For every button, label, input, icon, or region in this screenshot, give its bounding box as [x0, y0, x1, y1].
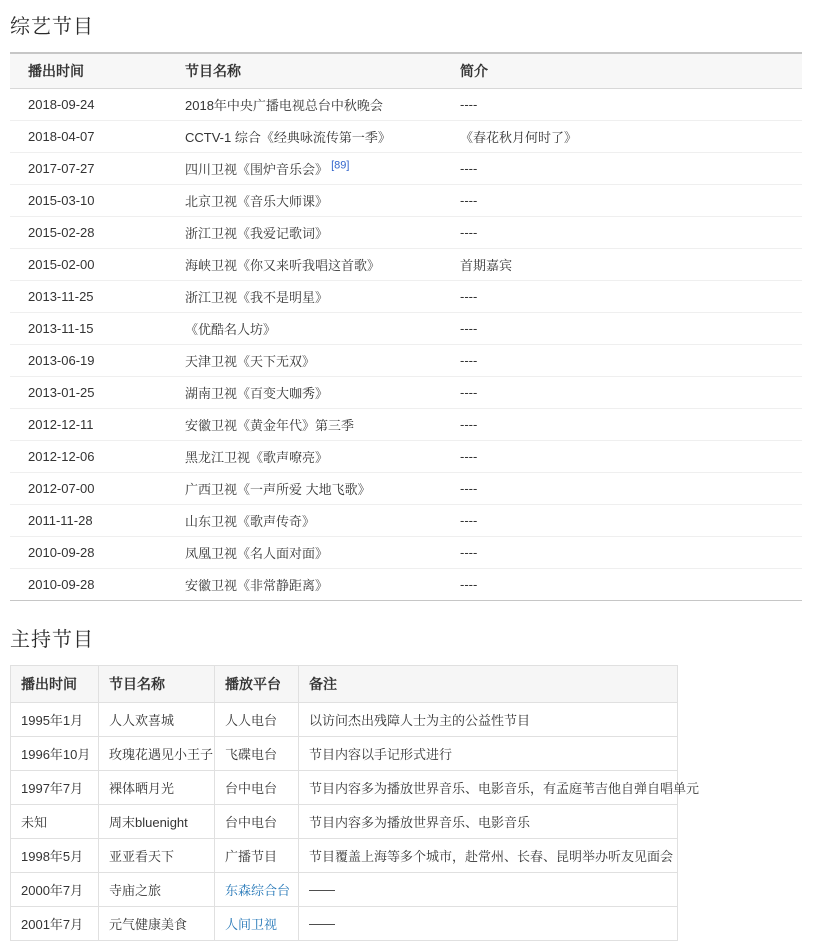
- table-row: [11, 907, 678, 941]
- reference-link[interactable]: [89]: [328, 159, 350, 172]
- broadcast-date-cell: 2013-01-25: [10, 377, 167, 409]
- note-cell: 节目内容多为播放世界音乐、电影音乐，有孟庭苇吉他自弹自唱单元: [299, 771, 678, 805]
- table-row: [10, 185, 802, 217]
- program-name-cell: 玫瑰花遇见小王子: [99, 737, 215, 771]
- program-name-cell: 元气健康美食: [99, 907, 215, 941]
- platform-link[interactable]: 人间卫视: [225, 917, 278, 932]
- table-row: [10, 281, 802, 313]
- intro-cell: ----: [442, 345, 802, 377]
- platform-link[interactable]: 东森综合台: [225, 883, 291, 898]
- intro-cell: 《春花秋月何时了》: [442, 121, 802, 153]
- intro-cell: ----: [442, 185, 802, 217]
- program-name-cell: 凤凰卫视《名人面对面》: [167, 537, 442, 569]
- broadcast-date-cell: 2012-12-06: [10, 441, 167, 473]
- intro-cell: ----: [442, 409, 802, 441]
- broadcast-date-cell: 1996年10月: [11, 737, 99, 771]
- broadcast-date-cell: 2010-09-28: [10, 537, 167, 569]
- broadcast-date-cell: 2015-02-00: [10, 249, 167, 281]
- table-row: [11, 771, 678, 805]
- table-row: [11, 703, 678, 737]
- note-cell: 节目覆盖上海等多个城市，赴常州、长春、昆明举办听友见面会: [299, 839, 678, 873]
- intro-cell: ----: [442, 153, 802, 185]
- program-name-cell: 《优酷名人坊》: [167, 313, 442, 345]
- broadcast-date-cell: 2015-03-10: [10, 185, 167, 217]
- column-header-platform: 播放平台: [215, 666, 299, 703]
- intro-cell: ----: [442, 217, 802, 249]
- intro-cell: ----: [442, 441, 802, 473]
- platform-cell: [215, 873, 299, 907]
- variety-section: [10, 10, 803, 601]
- table-row: [10, 153, 802, 185]
- column-header-broadcast-time: 播出时间: [10, 53, 167, 89]
- intro-cell: ----: [442, 313, 802, 345]
- intro-cell: ----: [460, 577, 478, 592]
- platform-cell: 台中电台: [215, 805, 299, 839]
- hosted-table: [10, 665, 700, 941]
- broadcast-date-cell: 2000年7月: [11, 873, 99, 907]
- column-header-program-name: 节目名称: [99, 666, 215, 703]
- table-row: [10, 569, 802, 601]
- table-row: [11, 873, 678, 907]
- program-name-cell: 天津卫视《天下无双》: [167, 345, 442, 377]
- program-name-cell: 浙江卫视《我不是明星》: [167, 281, 442, 313]
- table-row: [11, 737, 678, 771]
- broadcast-date-cell: 1997年7月: [11, 771, 99, 805]
- program-name-cell: 人人欢喜城: [99, 703, 215, 737]
- table-row: [11, 839, 678, 873]
- broadcast-date-cell: 2013-06-19: [10, 345, 167, 377]
- broadcast-date-cell: 2010-09-28: [28, 577, 95, 592]
- broadcast-date-cell: 1995年1月: [11, 703, 99, 737]
- note-cell: 以访问杰出残障人士为主的公益性节目: [299, 703, 678, 737]
- broadcast-date-cell: 2018-04-07: [10, 121, 167, 153]
- broadcast-date-cell: 1998年5月: [11, 839, 99, 873]
- platform-cell: [215, 907, 299, 941]
- platform-cell: 人人电台: [215, 703, 299, 737]
- program-name-cell: 周末bluenight: [99, 805, 215, 839]
- broadcast-date-cell: 2011-11-28: [10, 505, 167, 537]
- table-row: [10, 121, 802, 153]
- intro-cell: ----: [442, 377, 802, 409]
- broadcast-date-cell: 2001年7月: [11, 907, 99, 941]
- column-header-note: 备注: [299, 666, 678, 703]
- platform-cell: 台中电台: [215, 771, 299, 805]
- broadcast-date-cell: 2012-12-11: [10, 409, 167, 441]
- table-row: [11, 805, 678, 839]
- table-row: [10, 441, 802, 473]
- intro-cell: ----: [442, 537, 802, 569]
- table-header-row: [11, 666, 678, 703]
- column-header-intro: 简介: [442, 53, 802, 89]
- table-row: [10, 345, 802, 377]
- hosted-section: [10, 623, 803, 941]
- intro-cell: ----: [442, 505, 802, 537]
- note-cell: 节目内容多为播放世界音乐、电影音乐: [299, 805, 678, 839]
- program-name-cell: 湖南卫视《百变大咖秀》: [167, 377, 442, 409]
- table-row: [10, 537, 802, 569]
- table-row: [10, 313, 802, 345]
- note-cell: 节目内容以手记形式进行: [299, 737, 678, 771]
- section-title-hosted: 主持节目: [10, 629, 94, 651]
- table-row: [10, 505, 802, 537]
- table-row: [10, 249, 802, 281]
- broadcast-date-cell: 2013-11-15: [10, 313, 167, 345]
- broadcast-date-cell: 2017-07-27: [10, 153, 167, 185]
- variety-table: [10, 52, 802, 601]
- intro-cell: ----: [442, 281, 802, 313]
- section-title-variety: 综艺节目: [10, 16, 94, 38]
- intro-cell: ----: [442, 89, 802, 121]
- intro-cell: 首期嘉宾: [442, 249, 802, 281]
- table-row: [10, 409, 802, 441]
- note-cell: ——: [299, 873, 678, 907]
- program-name-cell: 海峡卫视《你又来听我唱这首歌》: [167, 249, 442, 281]
- intro-cell: ----: [442, 473, 802, 505]
- note-cell: ——: [299, 907, 678, 941]
- program-name-cell: 四川卫视《围炉音乐会》 [89]: [167, 153, 442, 185]
- broadcast-date-cell: 2018-09-24: [10, 89, 167, 121]
- table-row: [10, 217, 802, 249]
- program-name-cell: 安徽卫视《黄金年代》第三季: [167, 409, 442, 441]
- program-name-cell: 寺庙之旅: [99, 873, 215, 907]
- broadcast-date-cell: 未知: [11, 805, 99, 839]
- table-row: [10, 89, 802, 121]
- program-name-cell: 2018年中央广播电视总台中秋晚会: [167, 89, 442, 121]
- program-name-cell: 山东卫视《歌声传奇》: [167, 505, 442, 537]
- table-row: [10, 473, 802, 505]
- program-name-cell: 亚亚看天下: [99, 839, 215, 873]
- broadcast-date-cell: 2015-02-28: [10, 217, 167, 249]
- broadcast-date-cell: 2013-11-25: [10, 281, 167, 313]
- program-name-cell: CCTV-1 综合《经典咏流传第一季》: [167, 121, 442, 153]
- program-name-cell: 裸体晒月光: [99, 771, 215, 805]
- reference-superscript: [328, 160, 349, 172]
- broadcast-date-cell: 2012-07-00: [10, 473, 167, 505]
- column-header-program-name: 节目名称: [167, 53, 442, 89]
- table-row: [10, 377, 802, 409]
- program-name-cell: 北京卫视《音乐大师课》: [167, 185, 442, 217]
- platform-cell: 飞碟电台: [215, 737, 299, 771]
- program-name-cell: 安徽卫视《非常静距离》: [185, 578, 329, 593]
- program-name-cell: 黑龙江卫视《歌声嘹亮》: [167, 441, 442, 473]
- program-name-cell: 浙江卫视《我爱记歌词》: [167, 217, 442, 249]
- column-header-broadcast-time: 播出时间: [11, 666, 99, 703]
- table-header-row: [10, 53, 802, 89]
- program-name-cell: 广西卫视《一声所爱 大地飞歌》: [167, 473, 442, 505]
- platform-cell: 广播节目: [215, 839, 299, 873]
